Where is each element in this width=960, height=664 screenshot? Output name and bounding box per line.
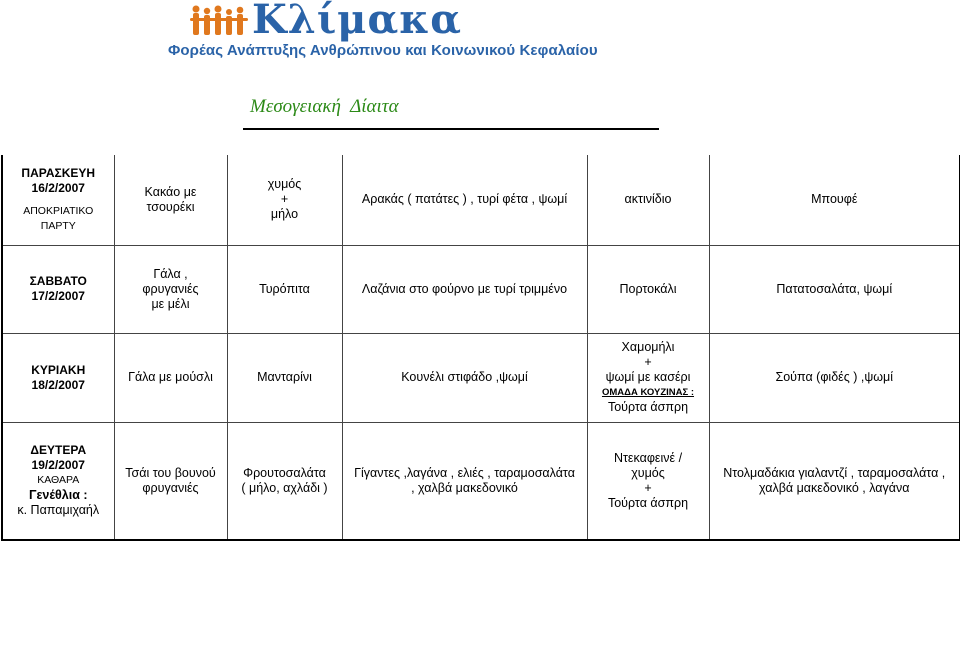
logo-wordmark: Κλίμακα	[252, 0, 462, 43]
meal-text: Κακάο με	[144, 184, 197, 199]
meal-text: Χαμομήλι	[621, 340, 675, 354]
day-cell	[2, 333, 114, 422]
day-cell	[2, 422, 114, 540]
lunch-cell	[342, 422, 587, 540]
breakfast-cell	[114, 333, 227, 422]
logo-subtitle: Φορέας Ανάπτυξης Ανθρώπινου και Κοινωνικού Κεφαλαίου	[168, 42, 598, 59]
title-underline	[243, 128, 659, 130]
birthday-name: κ. Παπαμιχαήλ	[17, 503, 100, 518]
kitchen-team-label: ΟΜΑΔΑ ΚΟΥΖΙΝΑΣ :	[601, 387, 695, 398]
document-title: Μεσογειακή Δίαιτα	[250, 96, 399, 117]
day-note: ΑΠΟΚΡΙΑΤΙΚΟ	[23, 204, 94, 217]
meal-text: +	[644, 480, 652, 495]
lunch-cell	[342, 333, 587, 422]
snack-cell	[227, 333, 342, 422]
meal-text: Σούπα (φιδές ) ,ψωμί	[775, 370, 893, 384]
afternoon-cell	[587, 245, 709, 333]
meal-text: τσουρέκι	[146, 199, 195, 214]
meal-text: Γάλα ,	[153, 266, 188, 281]
day-name: ΔΕΥΤΕΡΑ	[30, 443, 87, 458]
dinner-cell	[709, 422, 960, 540]
meal-text: Τούρτα άσπρη	[607, 495, 689, 510]
dinner-cell	[709, 333, 960, 422]
meal-text: Ντολμαδάκια γιαλαντζί , ταραμοσαλάτα ,	[723, 465, 946, 480]
meal-text: χαλβά μακεδονικό , λαγάνα	[759, 480, 910, 495]
meal-text: Κουνέλι στιφάδο ,ψωμί	[401, 370, 528, 384]
meal-text: Αρακάς ( πατάτες ) , τυρί φέτα , ψωμί	[361, 192, 568, 207]
snack-cell	[227, 422, 342, 540]
meal-text: μήλο	[270, 207, 299, 222]
meal-text: Ντεκαφεινέ /	[613, 450, 683, 465]
day-note: ΠΑΡΤΥ	[40, 219, 76, 232]
table-row	[2, 155, 960, 245]
menu-table	[1, 155, 960, 541]
snack-cell	[227, 155, 342, 245]
day-name: ΣΑΒΒΑΤΟ	[29, 274, 87, 288]
afternoon-cell	[587, 422, 709, 540]
day-cell	[2, 155, 114, 245]
meal-text: , χαλβά μακεδονικό	[411, 480, 518, 495]
meal-text: Τούρτα άσπρη	[607, 400, 689, 414]
dinner-cell	[709, 245, 960, 333]
people-figures-icon	[190, 4, 248, 40]
day-date: 17/2/2007	[31, 289, 85, 303]
meal-text: +	[644, 355, 652, 369]
meal-text: ψωμί με κασέρι	[605, 370, 691, 384]
day-date: 19/2/2007	[31, 458, 85, 473]
meal-text: +	[280, 192, 289, 207]
breakfast-cell	[114, 245, 227, 333]
day-cell	[2, 245, 114, 333]
breakfast-cell	[114, 155, 227, 245]
meal-text: Γίγαντες ,λαγάνα , ελιές , ταραμοσαλάτα	[354, 465, 575, 480]
afternoon-cell	[587, 155, 709, 245]
meal-text: φρυγανιές	[142, 480, 199, 495]
meal-text: ακτινίδιο	[624, 192, 672, 207]
meal-text: Τυρόπιτα	[259, 281, 310, 296]
table-row	[2, 245, 960, 333]
meal-text: Μανταρίνι	[257, 370, 312, 384]
day-name: ΚΥΡΙΑΚΗ	[31, 362, 86, 377]
meal-text: Μπουφέ	[811, 192, 858, 207]
meal-text: Φρουτοσαλάτα	[243, 465, 326, 480]
dinner-cell	[709, 155, 960, 245]
meal-text: φρυγανιές	[142, 281, 199, 296]
meal-text: χυμός	[267, 177, 302, 192]
meal-text: ( μήλο, αχλάδι )	[241, 480, 328, 495]
meal-text: Λαζάνια στο φούρνο με τυρί τριμμένο	[361, 281, 568, 296]
table-row	[2, 422, 960, 540]
lunch-cell	[342, 245, 587, 333]
meal-text: Πατατοσαλάτα, ψωμί	[776, 281, 893, 296]
day-date: 16/2/2007	[31, 180, 85, 195]
meal-text: Πορτοκάλι	[619, 281, 677, 296]
birthday-label: Γενέθλια :	[28, 488, 88, 503]
breakfast-cell	[114, 422, 227, 540]
klimaka-logo	[168, 0, 598, 62]
meal-text: Τσάι του βουνού	[125, 465, 216, 480]
meal-text: με μέλι	[151, 296, 190, 311]
afternoon-cell	[587, 333, 709, 422]
snack-cell	[227, 245, 342, 333]
day-date: 18/2/2007	[31, 377, 85, 392]
table-row	[2, 333, 960, 422]
day-note: ΚΑΘΑΡΑ	[37, 474, 80, 487]
lunch-cell	[342, 155, 587, 245]
day-name: ΠΑΡΑΣΚΕΥΗ	[21, 165, 96, 180]
meal-text: χυμός	[631, 465, 665, 480]
meal-text: Γάλα με μούσλι	[128, 370, 213, 384]
